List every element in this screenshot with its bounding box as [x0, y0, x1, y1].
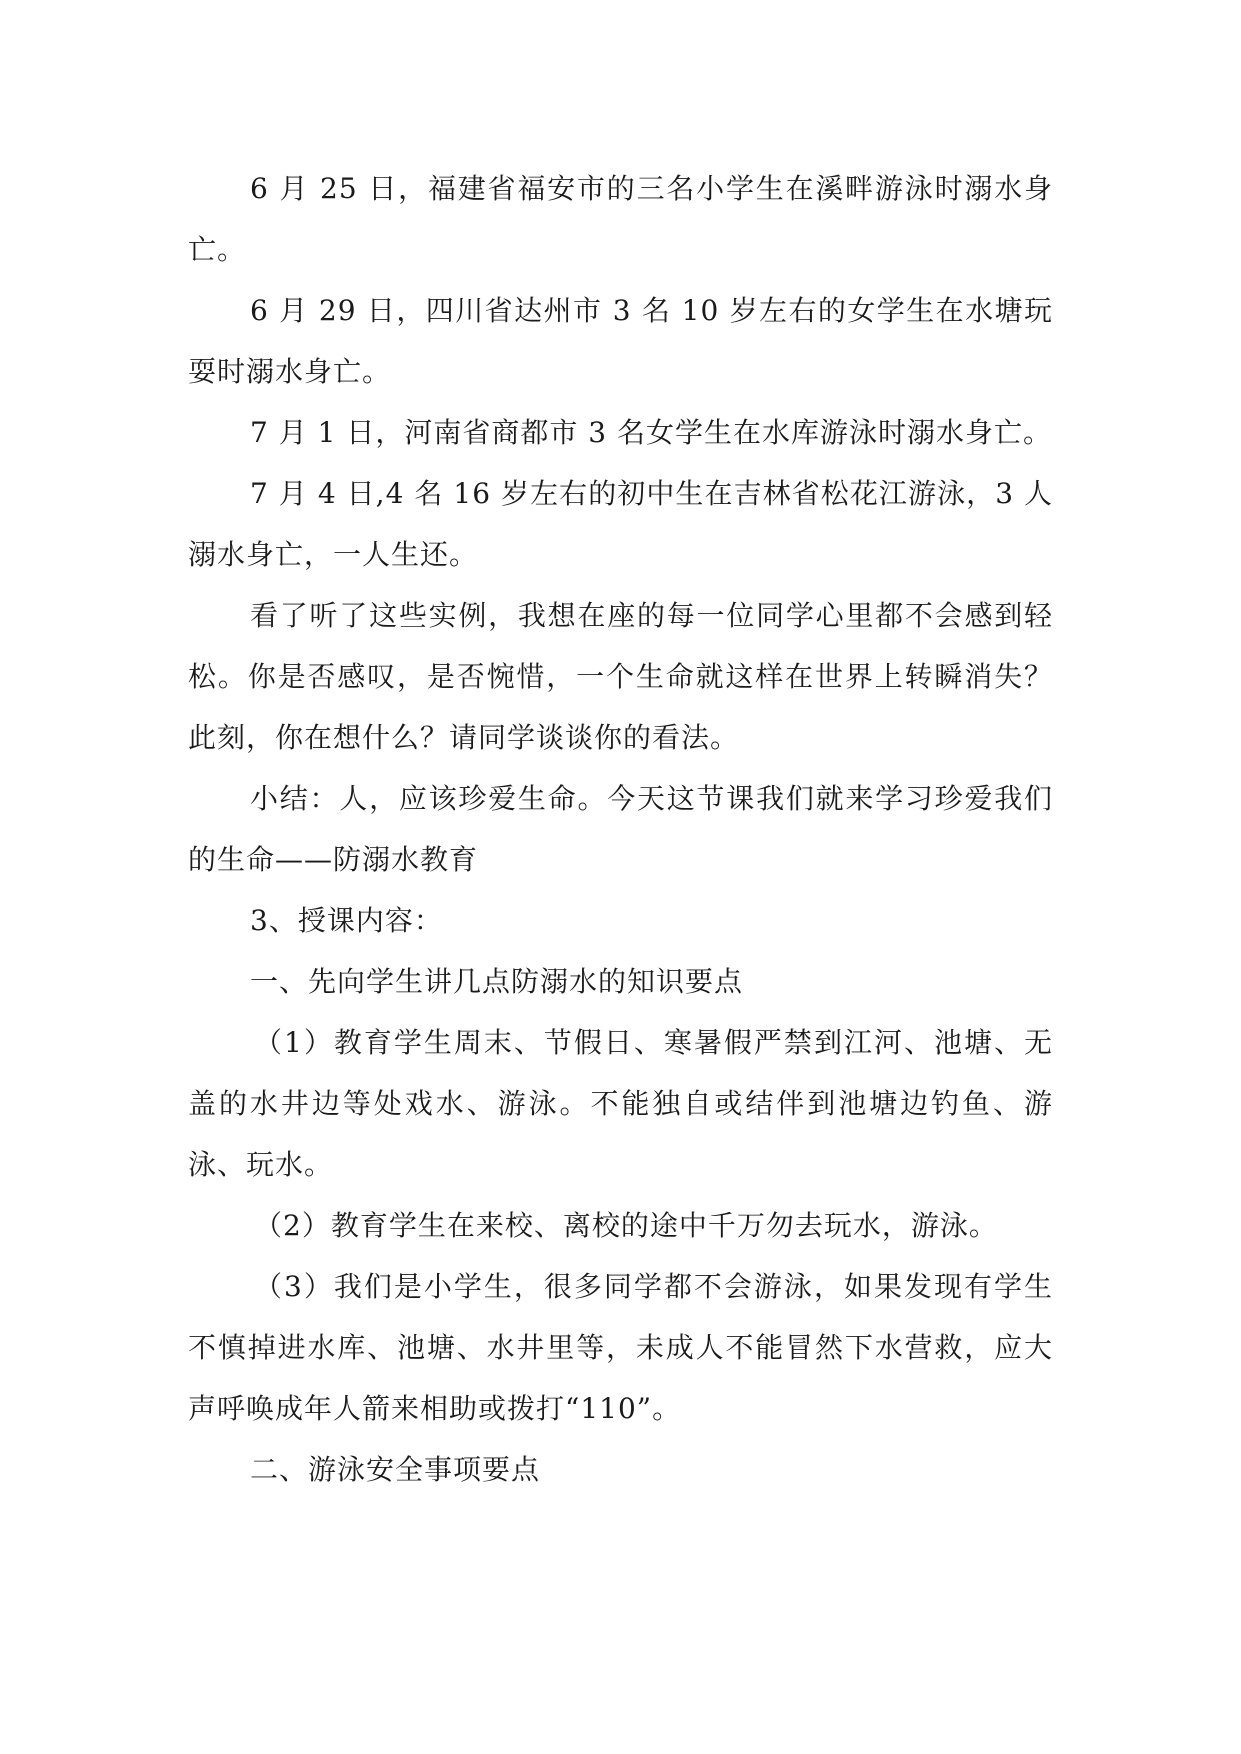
list-item-2: （2）教育学生在来校、离校的途中千万勿去玩水，游泳。: [254, 1209, 998, 1242]
section-heading-swimming-safety: 二、游泳安全事项要点: [250, 1453, 541, 1486]
paragraph-fujian-incident: 6 月 25 日，福建省福安市的三名小学生在溪畔游泳时溺水身亡。: [188, 172, 1053, 266]
document-body: [188, 158, 1053, 1500]
list-item-3: （3）我们是小学生，很多同学都不会游泳，如果发现有学生不慎掉进水库、池塘、水井里等，未成人不能冒然下水营救，应大声呼唤成年人箭来相助或拨打“110”。: [188, 1270, 1053, 1425]
paragraph-jilin-incident: 7 月 4 日,4 名 16 岁左右的初中生在吉林省松花江游泳，3 人溺水身亡，一人生还。: [188, 477, 1053, 571]
paragraph-summary: 小结：人，应该珍爱生命。今天这节课我们就来学习珍爱我们的生命——防溺水教育: [188, 782, 1053, 876]
section-heading-lesson-content: 3、授课内容：: [250, 904, 443, 937]
paragraph-sichuan-incident: 6 月 29 日，四川省达州市 3 名 10 岁左右的女学生在水塘玩耍时溺水身亡。: [188, 294, 1053, 388]
list-item-1: （1）教育学生周末、节假日、寒暑假严禁到江河、池塘、无盖的水井边等处戏水、游泳。不能独自或结伴到池塘边钓鱼、游泳、玩水。: [188, 1026, 1053, 1181]
section-heading-knowledge-points: 一、先向学生讲几点防溺水的知识要点: [250, 965, 744, 998]
paragraph-reflection: 看了听了这些实例，我想在座的每一位同学心里都不会感到轻松。你是否感叹，是否惋惜，一个生命就这样在世界上转瞬消失？此刻，你在想什么？请同学谈谈你的看法。: [188, 599, 1053, 754]
paragraph-henan-incident: 7 月 1 日，河南省商都市 3 名女学生在水库游泳时溺水身亡。: [250, 416, 1052, 449]
